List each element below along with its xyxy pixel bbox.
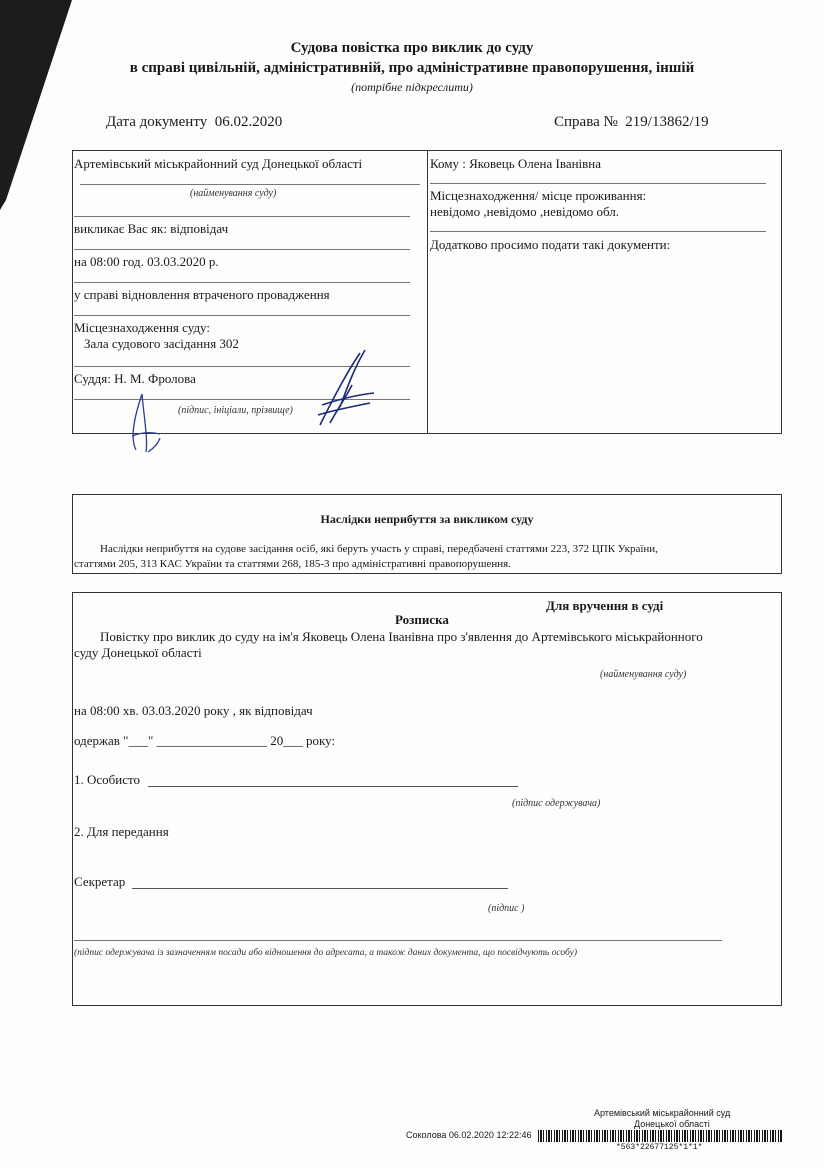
documents-label: Додатково просимо подати такі документи: (430, 237, 671, 252)
judge-name: Суддя: Н. М. Фролова (74, 371, 196, 386)
case-subject: у справі відновлення втраченого провадження (74, 287, 330, 302)
recipient-sign-caption: (підпис одержувача) (512, 798, 601, 809)
case-label: Справа № (554, 114, 618, 130)
footer-stamp: Соколова 06.02.2020 12:22:46 (406, 1130, 532, 1140)
footer-court-2: Донецької області (634, 1119, 710, 1129)
for-transfer-label: 2. Для передання (74, 824, 169, 839)
summon-role: викликає Вас як: відповідач (74, 221, 229, 236)
address-label: Місцезнаходження/ місце проживання: (430, 188, 647, 203)
receipt-title: Розписка (395, 612, 449, 627)
received-date-line: одержав "___" _________________ 20___ року: (74, 733, 336, 748)
summons-subtitle: в справі цивільній, адміністративній, про адміністративне правопорушення, іншій (129, 60, 695, 76)
case-value: 219/13862/19 (625, 114, 709, 130)
sign-caption: (підпис, ініціали, прізвище) (178, 405, 293, 416)
secretary-sign-caption: (підпис ) (488, 903, 525, 914)
summons-title: Судова повістка про виклик до суду (290, 40, 534, 56)
receipt-text-1: Повістку про виклик до суду на ім'я Яковець Олена Іванівна про з'явлення до Артемівського міськрайонного (100, 629, 703, 644)
for-court-label: Для вручення в суді (546, 598, 664, 613)
document-date (106, 114, 282, 131)
title-note: (потрібне підкреслити) (351, 80, 473, 94)
scan-dark-edge (0, 0, 72, 1168)
consequences-text-2: статтями 205, 313 КАС України та статтями 268, 185-3 про адміністративні правопорушення. (74, 558, 511, 570)
consequences-title: Наслідки неприбуття за викликом суду (320, 512, 534, 526)
date-value: 06.02.2020 (214, 114, 283, 130)
court-caption: (найменування суду) (190, 188, 277, 199)
case-number (554, 114, 709, 131)
receipt-text-2: суду Донецької області (74, 645, 202, 660)
address-value: невідомо ,невідомо ,невідомо обл. (430, 204, 619, 219)
date-label: Дата документу (106, 114, 208, 130)
footer-court-1: Артемівський міськрайонний суд (594, 1108, 731, 1118)
court-location-value: Зала судового засідання 302 (84, 336, 239, 351)
personally-label: 1. Особисто (74, 772, 141, 787)
barcode-code: *563*22677125*1*1* (616, 1143, 703, 1152)
court-name: Артемівський міськрайонний суд Донецької області (74, 156, 363, 171)
court-location-label: Місцезнаходження суду: (74, 320, 210, 335)
bottom-sign-caption: (підпис одержувача із зазначенням посади або відношення до адресата, а також даних документа, що посвідчують особу) (74, 948, 578, 958)
receipt-court-caption: (найменування суду) (600, 669, 687, 680)
table-divider (427, 150, 428, 434)
judge-signature (300, 345, 380, 435)
receipt-time: на 08:00 хв. 03.03.2020 року , як відповідач (74, 703, 313, 718)
recipient-name: Кому : Яковець Олена Іванівна (430, 156, 602, 171)
secretary-label: Секретар (74, 874, 126, 889)
hearing-time: на 08:00 год. 03.03.2020 р. (74, 254, 219, 269)
barcode (538, 1130, 782, 1142)
consequences-text-1: Наслідки неприбуття на судове засідання осіб, які беруть участь у справі, передбачені статтями 223, 372 ЦПК України, (100, 543, 658, 555)
recipient-initials (120, 388, 170, 458)
